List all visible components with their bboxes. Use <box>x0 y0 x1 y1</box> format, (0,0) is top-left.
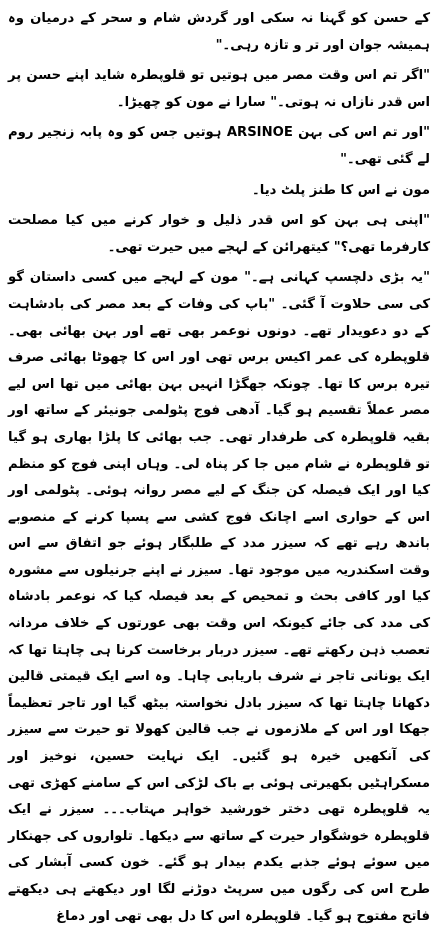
paragraph-4: مون نے اس کا طنز پلٹ دیا۔ <box>252 182 430 198</box>
paragraph-5: "اپنی ہی بہن کو اس قدر ذلیل و خوار کرنے میں کیا مصلحت کارفرما تھی؟" کیتھرائن کے لہجے میں حیرت تھی۔ <box>8 213 430 255</box>
paragraph-1: کے حسن کو گہنا نہ سکی اور گردش شام و سحر کے درمیان وہ ہمیشہ جوان اور تر و تازہ رہی۔" <box>8 11 430 53</box>
paragraph-6: "یہ بڑی دلچسپ کہانی ہے۔" مون کے لہجے میں کسی داستان گو کی سی حلاوت آ گئی۔ "باپ کی وفات کے بعد مصر کی بادشاہت کے دو دعویدار تھے۔ دونوں نوعمر بھی تھے اور بہن بھائی بھی۔ قلوپطرہ کی عمر اکیس برس تھی اور اس کا چھوٹا بھائی صرف تیرہ برس کا تھا۔ چونکہ جھگڑا انہیں بہن بھائی میں تھا اس لیے مصر عملاً تقسیم ہو گیا۔ آدھی فوج پٹولمی جونیئر کے ساتھ اور بقیہ قلوپطرہ کی طرفدار تھی۔ جب بھائی کا پلڑا بھاری ہو گیا تو قلوپطرہ نے شام میں جا کر پناہ لی۔ وہاں اپنی فوج کو منظم کیا اور ایک فیصلہ کن جنگ کے لیے مصر روانہ ہوئی۔ پٹولمی اور اس کے حواری اسے اچانک فوج کشی سے پسپا کرنے کے منصوبے باندھ رہے تھے کہ سیزر مدد کے طلبگار ہوئے جو اتفاق سے اس وقت اسکندریہ میں موجود تھا۔ سیزر نے اپنے جرنیلوں سے مشورہ کیا اور کافی بحث و تمحیص کے بعد فیصلہ کیا کہ نوعمر بادشاہ کی مدد کی جائے کیونکہ اس وقت بھی عورتوں کے خلاف مردانہ تعصب ذہن رکھتے تھے۔ سیزر دربار برخاست کرنا ہی چاہتا تھا کہ ایک یونانی تاجر نے شرف باریابی چاہا۔ وہ اسے ایک قیمتی قالین دکھانا چاہتا تھا کہ سیزر بادل نخواستہ بیٹھ گیا اور تاجر تعظیماً جھکا اور اس کے ملازموں نے جب قالین کھولا تو حیرت سے سیزر کی آنکھیں خیرہ ہو گئیں۔ ایک نہایت حسین، نوخیز اور مسکراہٹیں بکھیرتی ہوئی بے باک لڑکی اس کے سامنے کھڑی تھی یہ قلوپطرہ تھی دختر خورشید خواہر مہتاب۔۔۔ سیزر نے ایک قلوپطرہ خوشگوار حیرت کے ساتھ سے دیکھا۔ تلواروں کی جھنکار میں سوئے ہوئے جذبے یکدم بیدار ہو گئے۔ خون کسی آبشار کی طرح اس کی رگوں میں سرپٹ دوڑنے لگا اور دیکھتے ہی دیکھتے فاتح مفتوح ہو گیا۔ قلوپطرہ اس کا دل بھی تھی اور دماغ <box>8 270 430 924</box>
paragraph-2: "اگر تم اس وقت مصر میں ہوتیں تو قلوپطرہ شاید اپنے حسن پر اس قدر نازاں نہ ہوتی۔" سارا نے مون کو چھیڑا۔ <box>8 68 430 110</box>
paragraph-3: "اور تم اس کی بہن ARSINOE ہوتیں جس کو وہ پابہ زنجیر روم لے گئی تھی۔" <box>8 125 430 167</box>
